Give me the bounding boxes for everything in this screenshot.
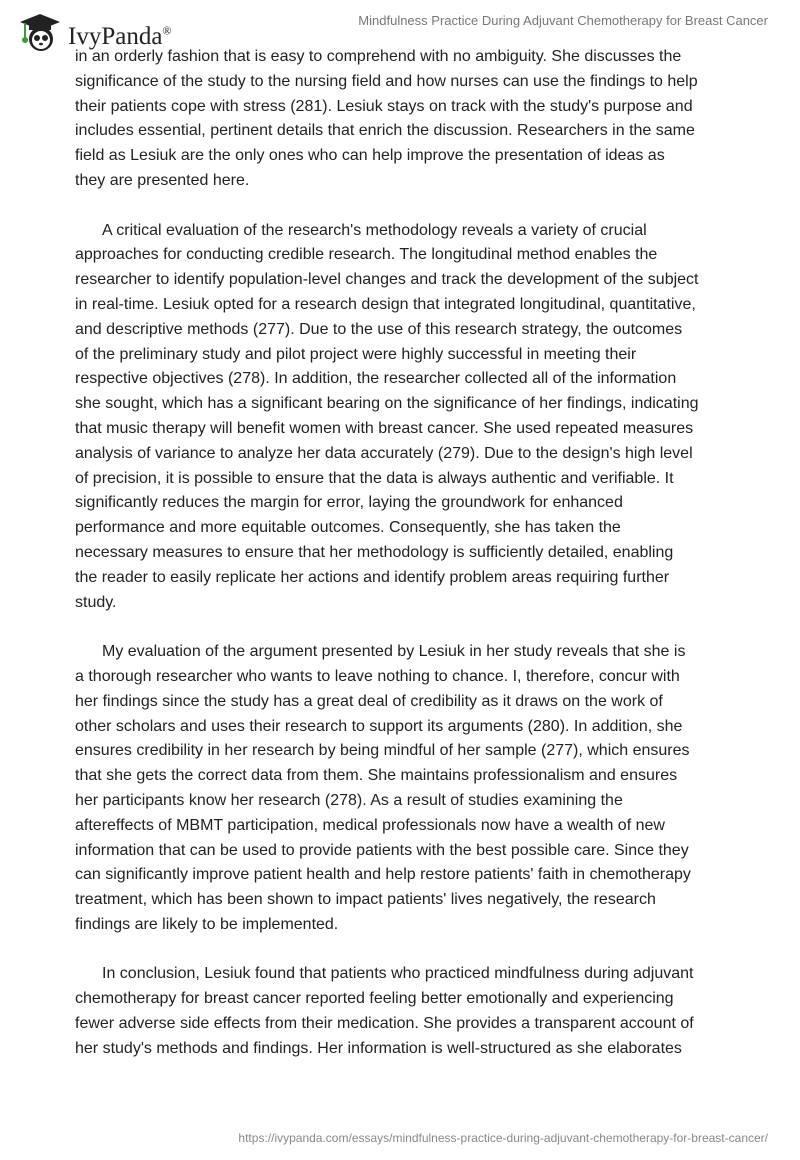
text-line: that she gets the correct data from them. She maintains professionalism and ensures xyxy=(75,767,678,785)
text-line: other scholars and uses their research to support its arguments (280). In addition, she xyxy=(75,717,683,735)
text-line: of the preliminary study and pilot project were highly successful in meeting their xyxy=(75,345,637,363)
text-line: significantly reduces the margin for error, laying the groundwork for enhanced xyxy=(75,494,623,512)
text-line: My evaluation of the argument presented by Lesiuk in her study reveals that she is xyxy=(102,643,686,661)
paragraph xyxy=(75,962,775,1061)
panda-graduate-icon xyxy=(18,12,62,52)
text-line: includes essential, pertinent details that enrich the discussion. Researchers in the same xyxy=(75,122,695,140)
text-line: their patients cope with stress (281). Lesiuk stays on track with the study's purpose and xyxy=(75,97,693,115)
text-line: and descriptive methods (277). Due to the use of this research strategy, the outcomes xyxy=(75,320,683,338)
text-line: a thorough researcher who wants to leave nothing to chance. I, therefore, concur with xyxy=(75,667,680,685)
text-line: she sought, which has a significant bearing on the significance of her findings, indicating xyxy=(75,395,699,413)
text-line: her participants know her research (278). As a result of studies examining the xyxy=(75,791,623,809)
text-line: chemotherapy for breast cancer reported feeling better emotionally and experiencing xyxy=(75,990,674,1008)
text-line: approaches for conducting credible research. The longitudinal method enables the xyxy=(75,246,658,264)
text-line: findings are likely to be implemented. xyxy=(75,915,339,933)
text-line: respective objectives (278). In addition, the researcher collected all of the information xyxy=(75,370,677,388)
text-line: that music therapy will benefit women with breast cancer. She used repeated measures xyxy=(75,419,694,437)
paragraph xyxy=(75,45,775,194)
source-url[interactable]: https://ivypanda.com/essays/mindfulness-practice-during-adjuvant-chemotherapy-for-breast-cancer/ xyxy=(238,1131,768,1145)
text-line: her study's methods and findings. Her information is well-structured as she elaborates xyxy=(75,1039,682,1057)
text-line: ensures credibility in her research by being mindful of her sample (277), which ensures xyxy=(75,742,690,760)
text-line: they are presented here. xyxy=(75,171,250,189)
text-line: of precision, it is possible to ensure that the data is always authentic and verifiable. It xyxy=(75,469,674,487)
text-line: field as Lesiuk are the only ones who can help improve the presentation of ideas as xyxy=(75,147,665,165)
text-line: her findings since the study has a great deal of credibility as it draws on the work of xyxy=(75,692,663,710)
text-line: can significantly improve patient health and help restore patients' faith in chemotherapy xyxy=(75,866,691,884)
logo-text: IvyPanda® xyxy=(68,23,172,50)
text-line: analysis of variance to analyze her data accurately (279). Due to the design's high level xyxy=(75,444,693,462)
text-line: performance and more equitable outcomes. Consequently, she has taken the xyxy=(75,519,621,537)
text-line: study. xyxy=(75,593,117,611)
text-line: aftereffects of MBMT participation, medical professionals now have a wealth of new xyxy=(75,816,665,834)
paragraph xyxy=(75,219,775,616)
text-line: necessary measures to ensure that her methodology is sufficiently detailed, enabling xyxy=(75,543,674,561)
paragraph xyxy=(75,640,775,938)
text-line: In conclusion, Lesiuk found that patients who practiced mindfulness during adjuvant xyxy=(102,965,694,983)
text-line: in real-time. Lesiuk opted for a research design that integrated longitudinal, quantitative, xyxy=(75,295,696,313)
text-line: the reader to easily replicate her actions and identify problem areas requiring further xyxy=(75,568,670,586)
text-line: significance of the study to the nursing field and how nurses can use the findings to help xyxy=(75,72,698,90)
text-line: information that can be used to provide patients with the best possible care. Since they xyxy=(75,841,689,859)
text-line: researcher to identify population-level changes and track the development of the subject xyxy=(75,271,699,289)
text-line: fewer adverse side effects from their medication. She provides a transparent account of xyxy=(75,1015,694,1033)
document-title: Mindfulness Practice During Adjuvant Chemotherapy for Breast Cancer xyxy=(358,13,768,28)
text-line: in an orderly fashion that is easy to comprehend with no ambiguity. She discusses the xyxy=(75,48,682,65)
text-line: A critical evaluation of the research's methodology reveals a variety of crucial xyxy=(102,221,647,239)
text-line: treatment, which has been shown to impact patients' lives negatively, the research xyxy=(75,891,656,909)
essay-body xyxy=(75,45,775,1086)
